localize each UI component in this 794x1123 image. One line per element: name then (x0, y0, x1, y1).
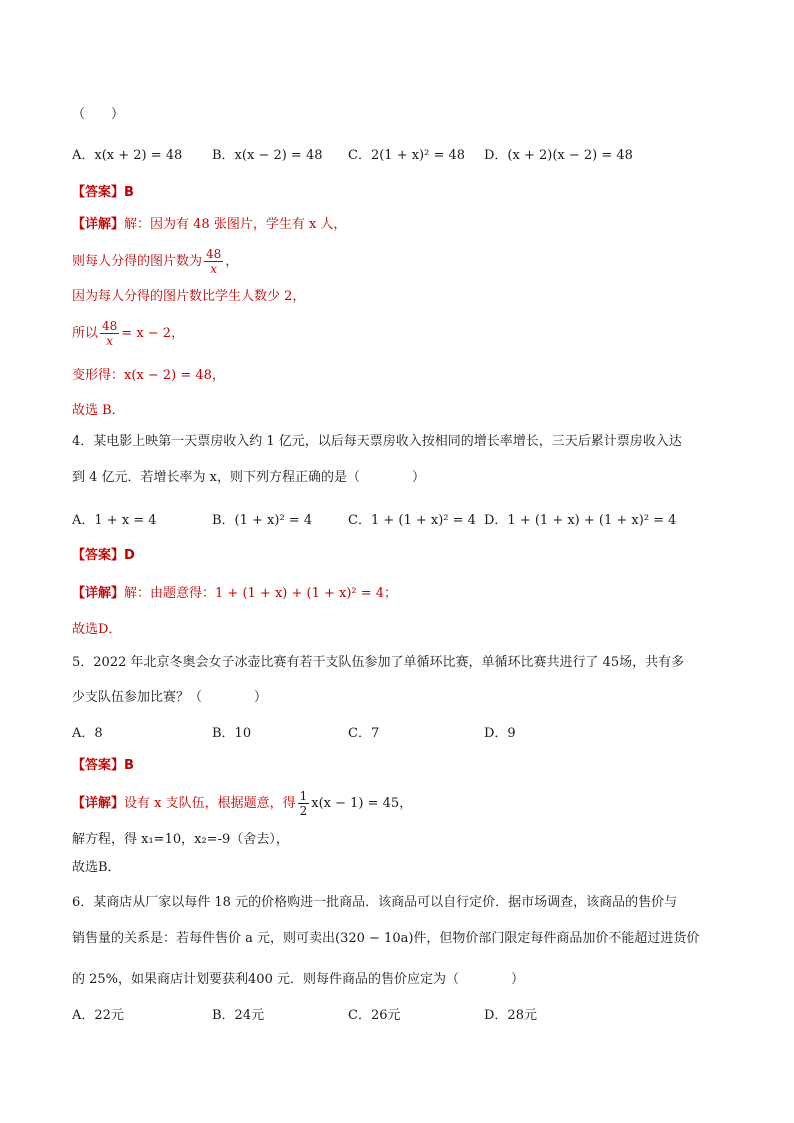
q4-stem-line1: 4．某电影上映第一天票房收入约 1 亿元，以后每天票房收入按相同的增长率增长，三天后累计票房收入达 (72, 434, 682, 449)
q5-option-b: B．10 (212, 726, 252, 741)
q4-option-c: C．1 + (1 + x)² = 4 (348, 513, 476, 528)
q3-option-c: C．2(1 + x)² = 48 (348, 148, 466, 163)
q4-option-a: A．1 + x = 4 (72, 513, 157, 528)
q4-detail-line2: 故选D． (72, 622, 122, 637)
q4-option-d: D．1 + (1 + x) + (1 + x)² = 4 (484, 513, 677, 528)
q3-option-d: D．(x + 2)(x − 2) = 48 (484, 148, 633, 163)
q4-option-b: B．(1 + x)² = 4 (212, 513, 313, 528)
q5-answer: 【答案】B (72, 758, 134, 773)
q5-detail-line2: 解方程，得 x₁=10，x₂=-9（舍去）， (72, 832, 289, 847)
q5-fraction-one-half: $\frac{1}{2}$ (299, 789, 308, 818)
q4-detail-line1: 【详解】解：由题意得：1 + (1 + x) + (1 + x)² = 4； (72, 586, 398, 601)
q3-bracket: （ ） (72, 107, 125, 122)
q3-detail-line5: 变形得：x(x − 2) = 48， (72, 368, 225, 383)
q3-detail-line3: 因为每人分得的图片数比学生人数少 2， (72, 289, 306, 304)
q5-detail-line1: 【详解】设有 x 支队伍，根据题意，得 $\frac{1}{2}$ x(x − 1) = 45， (72, 789, 413, 818)
q6-stem-line1: 6．某商店从厂家以每件 18 元的价格购进一批商品．该商品可以自行定价．据市场调查，该商品的售价与 (72, 895, 678, 910)
q4-detail-label: 【详解】 (72, 586, 125, 601)
q4-stem-line2: 到 4 亿元．若增长率为 x，则下列方程正确的是（ ） (72, 470, 425, 485)
q6-stem-line3: 的 25%，如果商店计划要获利400 元．则每件商品的售价应定为（ ） (72, 972, 524, 987)
q5-detail-label: 【详解】 (72, 796, 125, 811)
q3-fraction-48-over-x-2: $\frac{48}{x}$ (102, 319, 118, 348)
q5-stem-line1: 5．2022 年北京冬奥会女子冰壶比赛有若干支队伍参加了单循环比赛，单循环比赛共进行了 45场，共有多 (72, 655, 685, 670)
q6-option-c: C．26元 (348, 1008, 401, 1023)
q6-stem-line2: 销售量的关系是：若每件售价 a 元，则可卖出(320 − 10a)件，但物价部门限定每件商品加价不能超过进货价 (72, 931, 700, 946)
q3-detail-line1: 【详解】解：因为有 48 张图片，学生有 x 人， (72, 217, 347, 232)
q6-option-a: A．22元 (72, 1008, 124, 1023)
q5-detail-line3: 故选B． (72, 860, 121, 875)
q3-detail-line4: 所以 $\frac{48}{x}$ = x − 2， (72, 319, 185, 348)
q3-detail-label: 【详解】 (72, 217, 125, 232)
q5-option-a: A．8 (72, 726, 103, 741)
q6-option-d: D．28元 (484, 1008, 537, 1023)
q5-option-d: D．9 (484, 726, 516, 741)
q3-detail-line2: 则每人分得的图片数为 $\frac{48}{x}$ ， (72, 247, 239, 276)
q3-answer: 【答案】B (72, 185, 134, 200)
q5-option-c: C．7 (348, 726, 380, 741)
q5-stem-line2: 少支队伍参加比赛？（ ） (72, 690, 268, 705)
q3-fraction-48-over-x: $\frac{48}{x}$ (206, 247, 222, 276)
q6-option-b: B．24元 (212, 1008, 265, 1023)
q3-option-a: A．x(x + 2) = 48 (72, 148, 183, 163)
q3-detail-line6: 故选 B． (72, 403, 125, 418)
q3-option-b: B．x(x − 2) = 48 (212, 148, 323, 163)
q4-answer: 【答案】D (72, 548, 135, 563)
